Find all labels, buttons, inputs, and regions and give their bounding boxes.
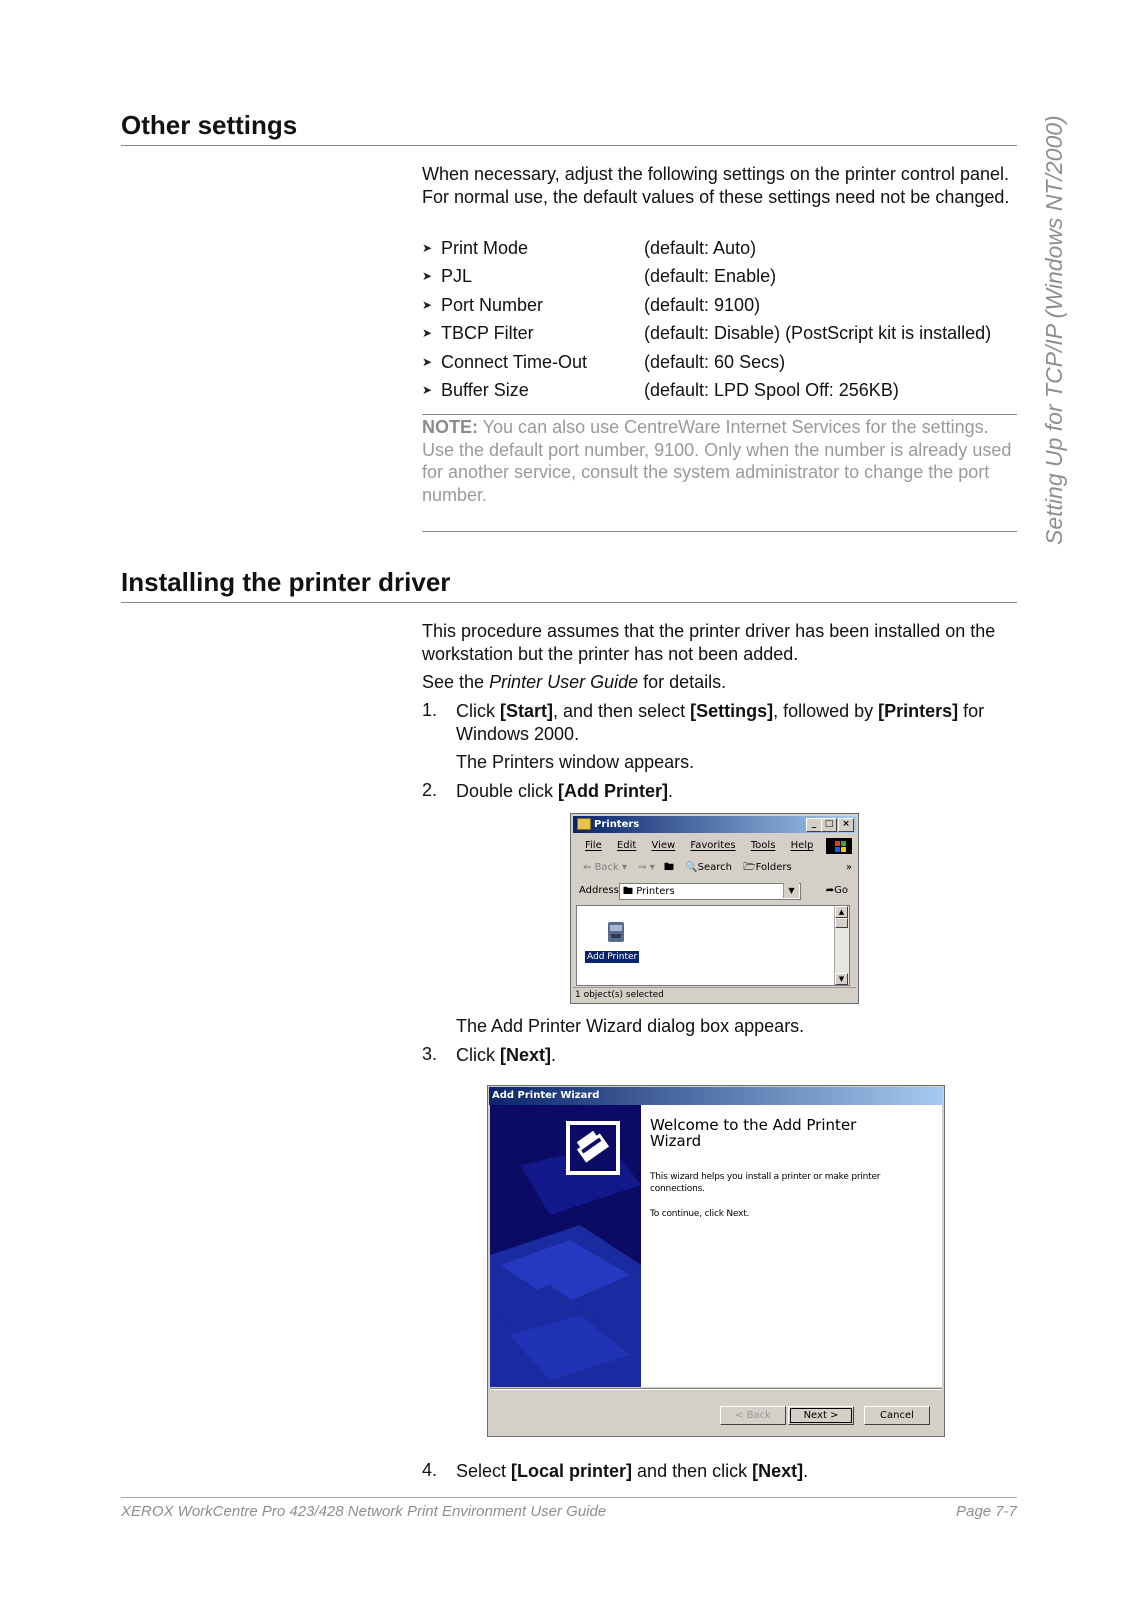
status-text: 1 object(s) selected	[575, 990, 664, 1000]
folders-icon: 🗁	[743, 862, 756, 873]
note-bottom-rule	[422, 531, 1017, 532]
section-heading-other-settings: Other settings	[121, 110, 298, 140]
step-2-result: The Add Printer Wizard dialog box appears.	[456, 1016, 805, 1036]
step-1-result: The Printers window appears.	[456, 752, 695, 772]
step-1-text	[456, 700, 1016, 745]
folders-button[interactable]	[743, 862, 792, 873]
wizard-side-graphic	[490, 1105, 641, 1387]
settings-ref: [Settings]	[690, 701, 774, 721]
go-label: Go	[834, 885, 848, 896]
setting-value: (default: LPD Spool Off: 256KB)	[644, 380, 899, 400]
search-button[interactable]	[685, 862, 732, 873]
folder-icon	[577, 818, 591, 830]
wizard-description: This wizard helps you install a printer or make printer connections.	[650, 1172, 881, 1194]
folders-label: Folders	[755, 862, 792, 873]
t: for Windows 2000.	[456, 701, 985, 744]
t: Click	[456, 1045, 500, 1065]
wizard-heading: Welcome to the Add Printer Wizard	[650, 1116, 857, 1150]
setting-value: (default: Enable)	[644, 266, 777, 286]
cancel-button[interactable]: Cancel	[864, 1406, 930, 1425]
windows-logo-icon	[826, 838, 852, 854]
address-bar	[573, 880, 856, 902]
setting-name: Print Mode	[441, 238, 529, 258]
scroll-down-icon[interactable]: ▼	[835, 973, 848, 985]
step-3-text	[456, 1044, 1016, 1067]
search-icon: 🔍	[685, 862, 698, 873]
wizard-divider	[490, 1388, 942, 1390]
note-text: You can also use CentreWare Internet Services for the settings.	[478, 417, 989, 437]
add-printer-icon[interactable]	[605, 920, 627, 944]
note-paragraph	[422, 416, 1017, 439]
next-ref: [Next]	[500, 1045, 552, 1065]
step-number: 3.	[422, 1044, 438, 1064]
page-number: Page 7-7	[956, 1503, 1017, 1520]
step-number: 4.	[422, 1460, 438, 1480]
note-label: NOTE:	[422, 417, 478, 437]
minimize-button[interactable]: _	[806, 818, 822, 832]
printers-ref: [Printers]	[878, 701, 959, 721]
menu-tools[interactable]: Tools	[750, 840, 776, 851]
menu-favorites[interactable]: Favorites	[690, 840, 736, 851]
scroll-thumb[interactable]	[835, 918, 848, 928]
start-ref: [Start]	[500, 701, 553, 721]
step-2-text	[456, 780, 1016, 803]
setting-value: (default: 60 Secs)	[644, 352, 786, 372]
close-button[interactable]: ×	[838, 818, 854, 832]
arrow-bullet-icon: ➤	[422, 326, 433, 340]
setting-value: (default: 9100)	[644, 295, 761, 315]
see-prefix: See the	[422, 672, 490, 692]
menu-view[interactable]: View	[651, 840, 676, 851]
footer-rule	[121, 1497, 1017, 1498]
printers-folder-icon: 🖿	[623, 886, 633, 897]
add-printer-label[interactable]: Add Printer	[587, 952, 638, 962]
next-ref: [Next]	[752, 1461, 804, 1481]
wizard-instruction: To continue, click Next.	[650, 1209, 750, 1219]
wizard-title-bar: Add Printer Wizard	[489, 1087, 943, 1105]
footer-guide-title: XEROX WorkCentre Pro 423/428 Network Print Environment User Guide	[121, 1503, 607, 1520]
section-heading-installing-driver: Installing the printer driver	[121, 567, 451, 597]
step-4-text	[456, 1460, 1016, 1483]
local-printer-ref: [Local printer]	[511, 1461, 633, 1481]
status-bar	[573, 987, 856, 1003]
installing-intro: This procedure assumes that the printer driver has been installed on the workstation but the printer has not been added.	[422, 621, 996, 664]
see-suffix: for details.	[638, 672, 727, 692]
chevron-down-icon[interactable]: ▼	[783, 883, 799, 898]
back-button[interactable]: < Back	[720, 1406, 786, 1425]
heading-rule	[121, 145, 1017, 146]
wizard-content	[641, 1105, 942, 1387]
maximize-button[interactable]: □	[821, 818, 837, 832]
address-input[interactable]	[619, 883, 801, 900]
t: , and then select	[553, 701, 691, 721]
go-button[interactable]: ➦Go	[825, 885, 848, 896]
printer-user-guide-ref: Printer User Guide	[489, 672, 639, 692]
arrow-bullet-icon: ➤	[422, 298, 433, 312]
scroll-up-icon[interactable]: ▲	[835, 906, 848, 918]
window-title: Printers	[594, 819, 640, 830]
t: and then click	[632, 1461, 753, 1481]
heading-rule	[121, 602, 1017, 603]
next-button[interactable]: Next >	[788, 1406, 854, 1425]
printer-illustration	[490, 1105, 641, 1387]
forward-button[interactable]: ⇒ ▾	[638, 862, 655, 873]
note-block	[422, 416, 1017, 506]
back-label: Back	[594, 862, 619, 873]
setting-value: (default: Disable) (PostScript kit is installed)	[644, 323, 992, 343]
setting-name: Buffer Size	[441, 380, 529, 400]
setting-value: (default: Auto)	[644, 238, 757, 258]
printers-window-screenshot	[570, 813, 859, 1004]
menu-file[interactable]: File	[585, 840, 602, 851]
back-button[interactable]: ⇐ Back ▾	[583, 862, 628, 873]
setting-name: TBCP Filter	[441, 323, 534, 343]
add-printer-ref: [Add Printer]	[558, 781, 669, 801]
menu-help[interactable]: Help	[790, 840, 814, 851]
t: .	[551, 1045, 557, 1065]
arrow-bullet-icon: ➤	[422, 355, 433, 369]
add-printer-wizard-screenshot	[487, 1085, 945, 1437]
see-guide-line	[422, 671, 726, 694]
printers-content-pane	[576, 905, 850, 986]
t: Double click	[456, 781, 559, 801]
menu-edit[interactable]: Edit	[616, 840, 637, 851]
arrow-bullet-icon: ➤	[422, 383, 433, 397]
arrow-bullet-icon: ➤	[422, 241, 433, 255]
side-chapter-title: Setting Up for TCP/IP (Windows NT/2000)	[1041, 115, 1067, 545]
scrollbar[interactable]	[834, 906, 849, 985]
search-label: Search	[697, 862, 732, 873]
t: .	[803, 1461, 809, 1481]
t: Select	[456, 1461, 512, 1481]
setting-name: Port Number	[441, 295, 544, 315]
menu-bar	[573, 836, 856, 856]
t: Click	[456, 701, 500, 721]
up-folder-icon[interactable]: 🖿	[664, 862, 674, 873]
address-label: Address	[579, 885, 619, 896]
title-bar	[573, 816, 856, 833]
toolbar	[573, 858, 856, 878]
setting-name: PJL	[441, 266, 473, 286]
step-number: 1.	[422, 700, 438, 720]
chevron-more-icon[interactable]: »	[845, 862, 852, 873]
t: , followed by	[773, 701, 879, 721]
setting-name: Connect Time-Out	[441, 352, 588, 372]
other-settings-intro: When necessary, adjust the following settings on the printer control panel. For normal use, the default values of these settings need not be changed.	[422, 164, 1010, 207]
note-paragraph-2: Use the default port number, 9100. Only when the number is already used for another service, consult the system administrator to change the port number.	[422, 439, 1012, 505]
t: .	[668, 781, 674, 801]
step-number: 2.	[422, 780, 438, 800]
address-value: Printers	[636, 886, 675, 897]
arrow-bullet-icon: ➤	[422, 269, 433, 283]
note-top-rule	[422, 414, 1017, 415]
